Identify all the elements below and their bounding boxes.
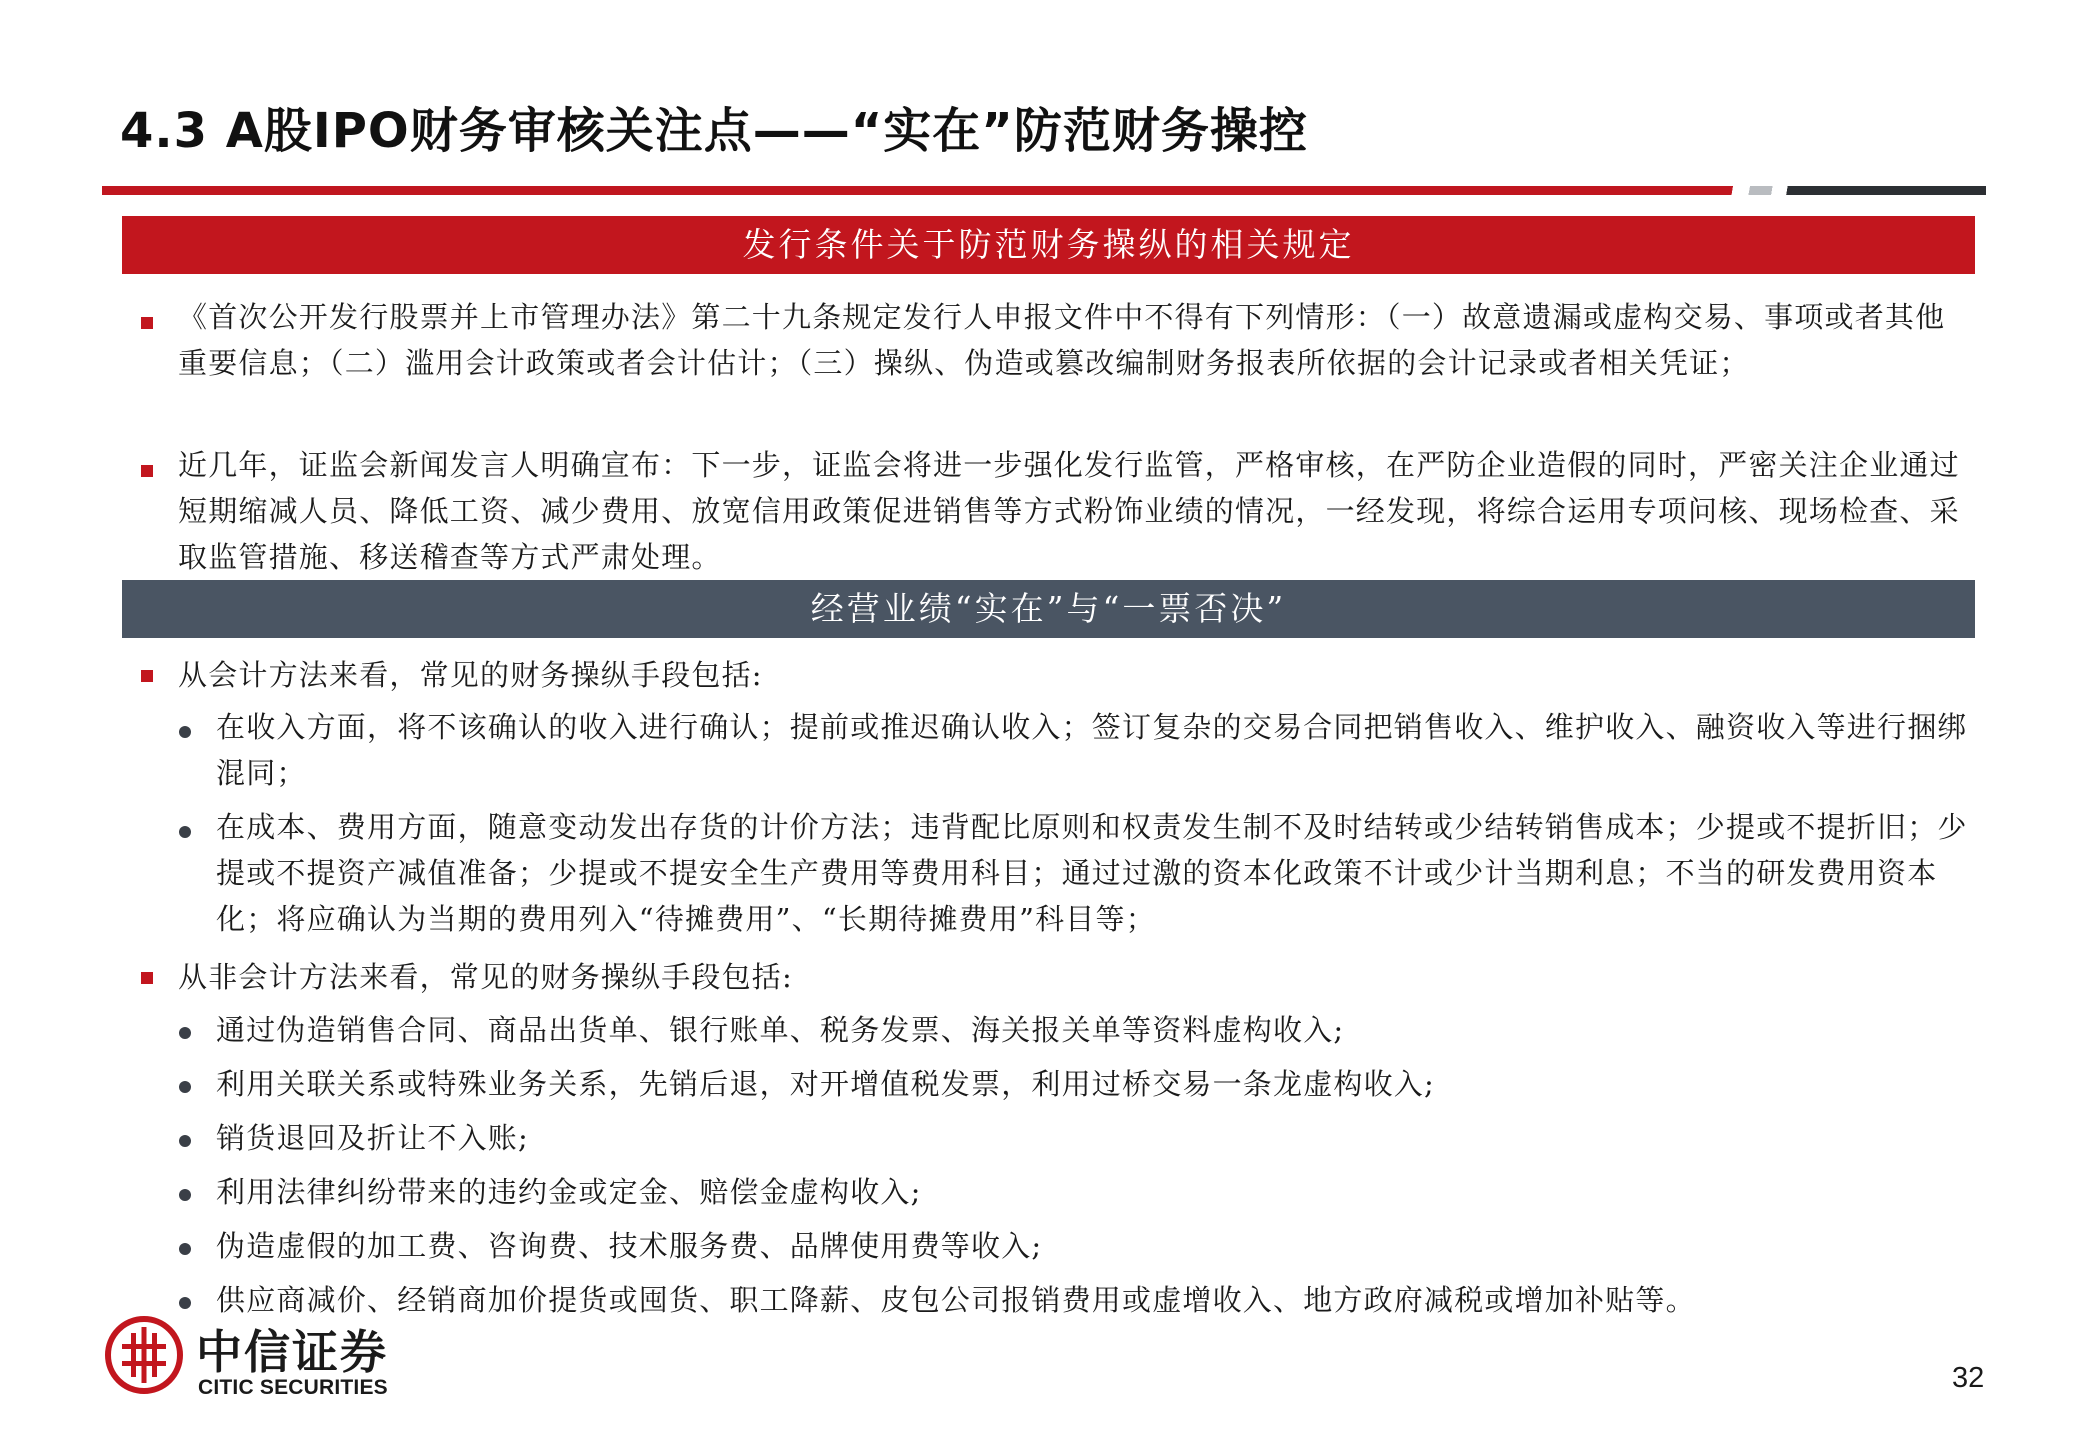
bullet-dot [179, 826, 191, 838]
bullet-dot [179, 1297, 191, 1309]
bullet-dot [179, 1081, 191, 1093]
non-accounting-bullet: 通过伪造销售合同、商品出货单、银行账单、税务发票、海关报关单等资料虚构收入; [216, 1013, 1345, 1047]
bullet-square [141, 670, 153, 682]
bullet-square [141, 465, 153, 477]
logo-text-cn: 中信证券 [196, 1325, 388, 1379]
bullet-dot [179, 726, 191, 738]
regulation-item: 《首次公开发行股票并上市管理办法》第二十九条规定发行人申报文件中不得有下列情形：（一）故意遗漏或虚构交易、事项或者其他重要信息；（二）滥用会计政策或者会计估计；（三）操纵、伪造或篡改编制财务报表所依据的会计记录或者相关凭证； [178, 300, 1946, 380]
page-title: 4.3 A股IPO财务审核关注点——“实在”防范财务操控 [120, 103, 1308, 159]
non-accounting-bullet: 利用法律纠纷带来的违约金或定金、赔偿金虚构收入; [216, 1175, 922, 1209]
bullet-dot [179, 1027, 191, 1039]
accounting-bullet: 在成本、费用方面，随意变动发出存货的计价方法；违背配比原则和权责发生制不及时结转或少结转销售成本；少提或不提折旧；少提或不提资产减值准备；少提或不提安全生产费用等费用科目；通过过激的资本化政策不计或少计当期利息；不当的研发费用资本化；将应确认为当期的费用列入“待摊费用”、“长期待摊费用”科目等； [216, 810, 1968, 936]
non-accounting-methods-lead: 从非会计方法来看，常见的财务操纵手段包括: [178, 960, 793, 994]
section-header-performance: 经营业绩“实在”与“一票否决” [122, 580, 1975, 638]
non-accounting-bullet: 销货退回及折让不入账; [216, 1121, 529, 1155]
section-header-regulations: 发行条件关于防范财务操纵的相关规定 [122, 216, 1975, 274]
bullet-dot [179, 1243, 191, 1255]
bullet-square [141, 972, 153, 984]
accounting-bullet: 在收入方面，将不该确认的收入进行确认；提前或推迟确认收入；签订复杂的交易合同把销售收入、维护收入、融资收入等进行捆绑混同； [216, 710, 1968, 790]
page-number: 32 [1952, 1362, 1985, 1394]
bullet-dot [179, 1189, 191, 1201]
non-accounting-bullet: 利用关联关系或特殊业务关系，先销后退，对开增值税发票，利用过桥交易一条龙虚构收入; [216, 1067, 1435, 1101]
logo-text-en: CITIC SECURITIES [198, 1376, 388, 1399]
non-accounting-bullet: 伪造虚假的加工费、咨询费、技术服务费、品牌使用费等收入; [216, 1229, 1043, 1263]
bullet-dot [179, 1135, 191, 1147]
non-accounting-bullet: 供应商减价、经销商加价提货或囤货、职工降薪、皮包公司报销费用或虚增收入、地方政府减税或增加补贴等。 [216, 1283, 1696, 1317]
citic-logo-icon [104, 1315, 184, 1395]
bullet-square [141, 317, 153, 329]
accounting-methods-lead: 从会计方法来看，常见的财务操纵手段包括: [178, 658, 763, 692]
title-divider [102, 186, 1986, 195]
regulation-item: 近几年，证监会新闻发言人明确宣布：下一步，证监会将进一步强化发行监管，严格审核，在严防企业造假的同时，严密关注企业通过短期缩减人员、降低工资、减少费用、放宽信用政策促进销售等方式粉饰业绩的情况，一经发现，将综合运用专项问核、现场检查、采取监管措施、移送稽查等方式严肃处理。 [178, 448, 1960, 574]
